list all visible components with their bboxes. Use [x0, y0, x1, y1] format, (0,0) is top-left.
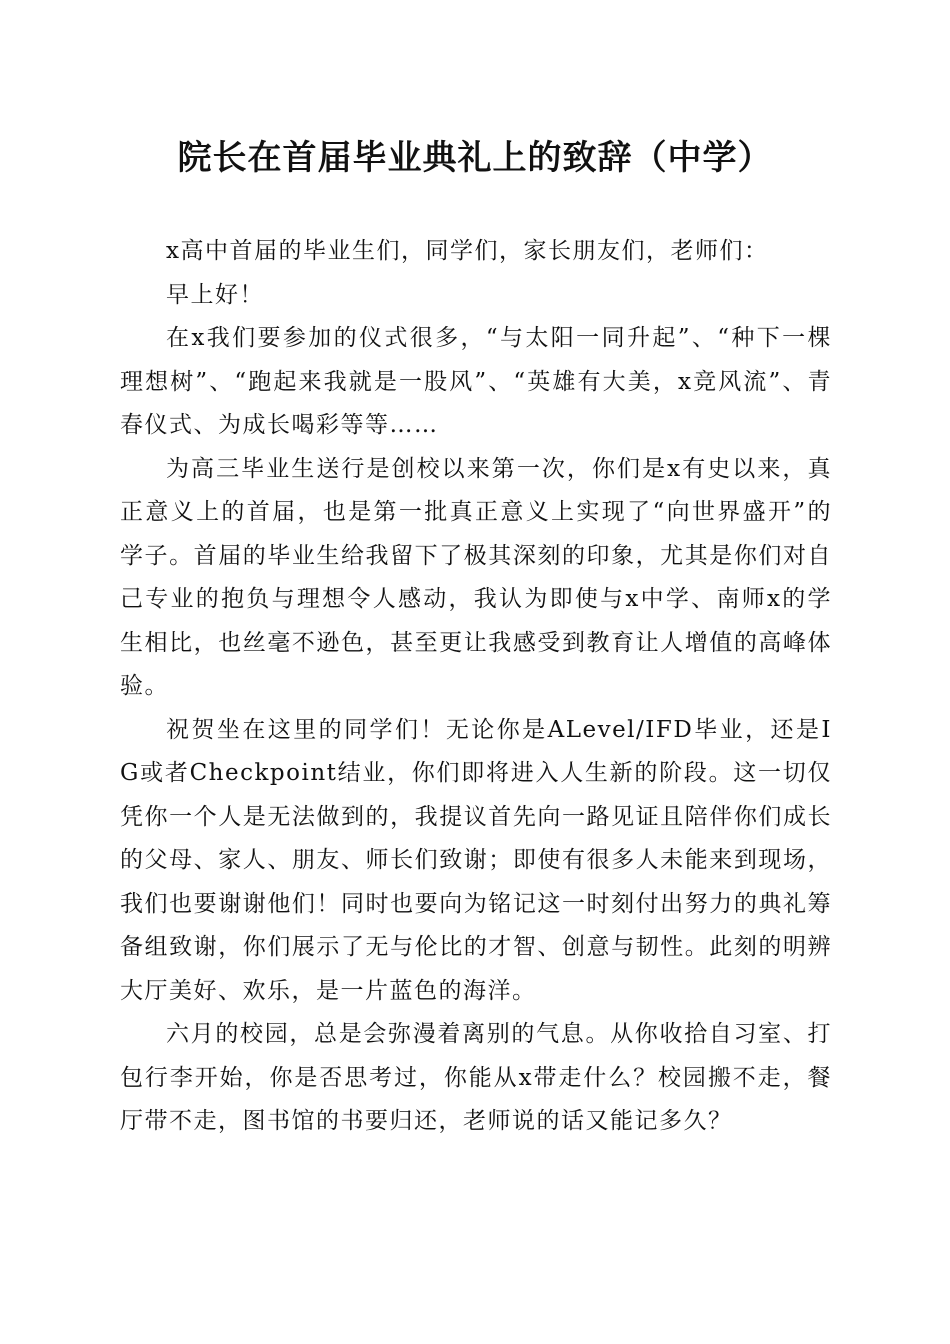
document-body — [120, 230, 832, 1144]
document-title: 院长在首届毕业典礼上的致辞（中学） — [177, 138, 773, 178]
paragraph-june-campus: 六月的校园，总是会弥漫着离别的气息。从你收拾自习室、打包行李开始，你是否思考过，你能从x带走什么？校园搬不走，餐厅带不走，图书馆的书要归还，老师说的话又能记多久？ — [120, 1021, 832, 1134]
paragraph-salutation: x高中首届的毕业生们，同学们，家长朋友们，老师们： — [166, 238, 769, 264]
paragraph-first-graduates: 为高三毕业生送行是创校以来第一次，你们是x有史以来，真正意义上的首届，也是第一批真正意义上实现了“向世界盛开”的学子。首届的毕业生给我留下了极其深刻的印象，尤其是你们对自己专业的抱负与理想令人感动，我认为即使与x中学、南师x的学生相比，也丝毫不逊色，甚至更让我感受到教育让人增值的高峰体验。 — [120, 455, 832, 699]
paragraph-ceremonies: 在x我们要参加的仪式很多，“与太阳一同升起”、“种下一棵理想树”、“跑起来我就是一股风”、“英雄有大美，x竞风流”、青春仪式、为成长喝彩等等…… — [120, 325, 832, 438]
paragraph-greeting: 早上好！ — [166, 281, 264, 308]
paragraph-congratulations: 祝贺坐在这里的同学们！无论你是ALevel/IFD毕业，还是IG或者Checkpoint结业，你们即将进入人生新的阶段。这一切仅凭你一个人是无法做到的，我提议首先向一路见证且陪伴你们成长的父母、家人、朋友、师长们致谢；即使有很多人未能来到现场，我们也要谢谢他们！同时也要向为铭记这一时刻付出努力的典礼筹备组致谢，你们展示了无与伦比的才智、创意与韧性。此刻的明辨大厅美好、欢乐，是一片蓝色的海洋。 — [120, 716, 832, 1004]
